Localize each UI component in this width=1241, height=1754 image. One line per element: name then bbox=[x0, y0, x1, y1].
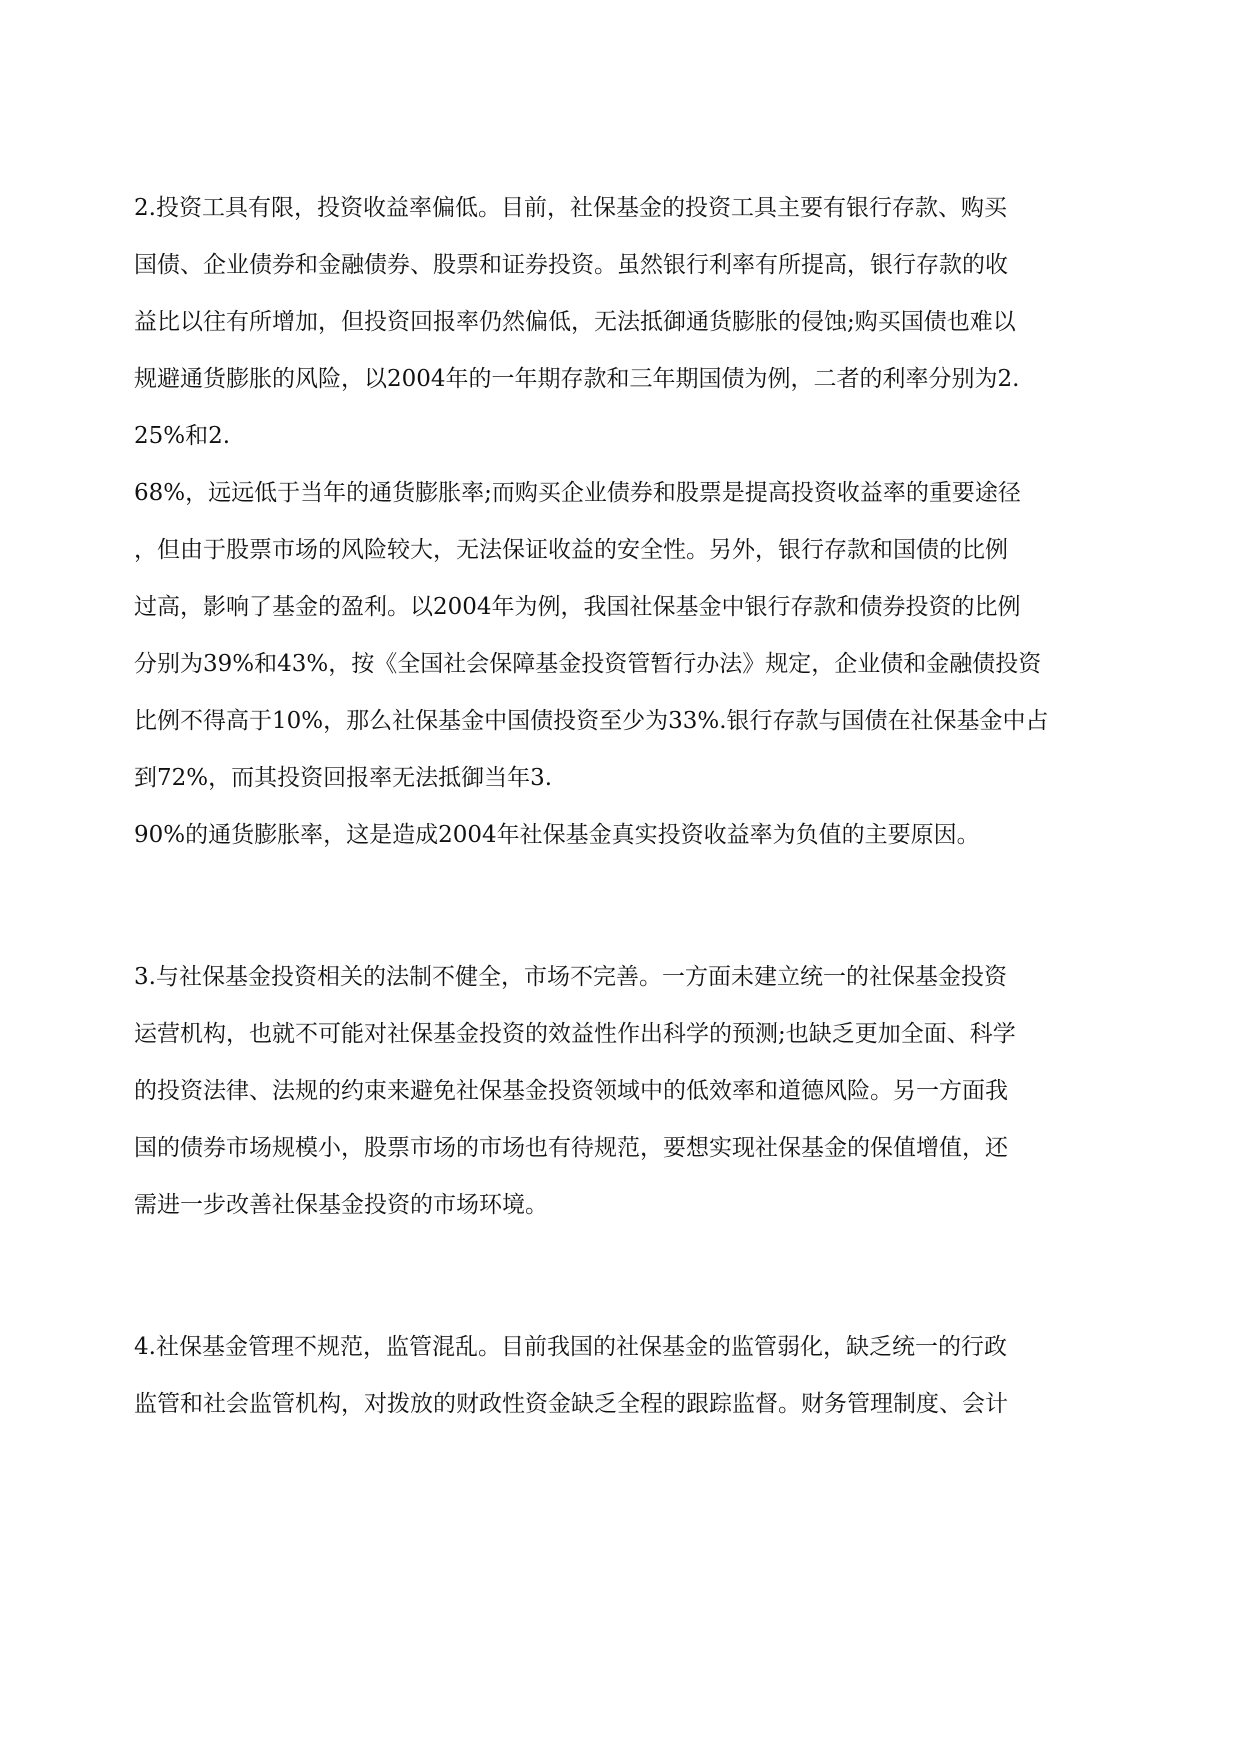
paragraph-line: 2.投资工具有限，投资收益率偏低。目前，社保基金的投资工具主要有银行存款、购买 bbox=[134, 195, 1007, 221]
paragraph-line: 监管和社会监管机构，对拨放的财政性资金缺乏全程的跟踪监督。财务管理制度、会计 bbox=[134, 1391, 1008, 1417]
paragraph-line: 比例不得高于10%，那么社保基金中国债投资至少为33%.银行存款与国债在社保基金中占 bbox=[134, 708, 1049, 734]
paragraph-line: 国债、企业债券和金融债券、股票和证券投资。虽然银行利率有所提高，银行存款的收 bbox=[134, 252, 1008, 278]
paragraph-line: ，但由于股票市场的风险较大，无法保证收益的安全性。另外，银行存款和国债的比例 bbox=[134, 537, 1008, 563]
paragraph-line: 运营机构，也就不可能对社保基金投资的效益性作出科学的预测;也缺乏更加全面、科学 bbox=[134, 1021, 1016, 1047]
paragraph-line: 3.与社保基金投资相关的法制不健全，市场不完善。一方面未建立统一的社保基金投资 bbox=[134, 964, 1007, 990]
paragraph-line: 益比以往有所增加，但投资回报率仍然偏低，无法抵御通货膨胀的侵蚀;购买国债也难以 bbox=[134, 309, 1016, 335]
paragraph-line: 的投资法律、法规的约束来避免社保基金投资领域中的低效率和道德风险。另一方面我 bbox=[134, 1078, 1008, 1104]
paragraph-line: 需进一步改善社保基金投资的市场环境。 bbox=[134, 1192, 548, 1218]
paragraph-line: 过高，影响了基金的盈利。以2004年为例，我国社保基金中银行存款和债券投资的比例 bbox=[134, 594, 1021, 620]
paragraph-line: 68%，远远低于当年的通货膨胀率;而购买企业债券和股票是提高投资收益率的重要途径 bbox=[134, 480, 1021, 506]
paragraph-line: 到72%，而其投资回报率无法抵御当年3. bbox=[134, 765, 553, 791]
paragraph-line: 分别为39%和43%，按《全国社会保障基金投资管暂行办法》规定，企业债和金融债投资 bbox=[134, 651, 1042, 677]
paragraph-line: 国的债券市场规模小，股票市场的市场也有待规范，要想实现社保基金的保值增值，还 bbox=[134, 1135, 1008, 1161]
paragraph-line: 规避通货膨胀的风险，以2004年的一年期存款和三年期国债为例，二者的利率分别为2. bbox=[134, 366, 1020, 392]
paragraph-line: 4.社保基金管理不规范，监管混乱。目前我国的社保基金的监管弱化，缺乏统一的行政 bbox=[134, 1334, 1007, 1360]
paragraph-line: 90%的通货膨胀率，这是造成2004年社保基金真实投资收益率为负值的主要原因。 bbox=[134, 822, 980, 848]
paragraph-line: 25%和2. bbox=[134, 423, 231, 449]
